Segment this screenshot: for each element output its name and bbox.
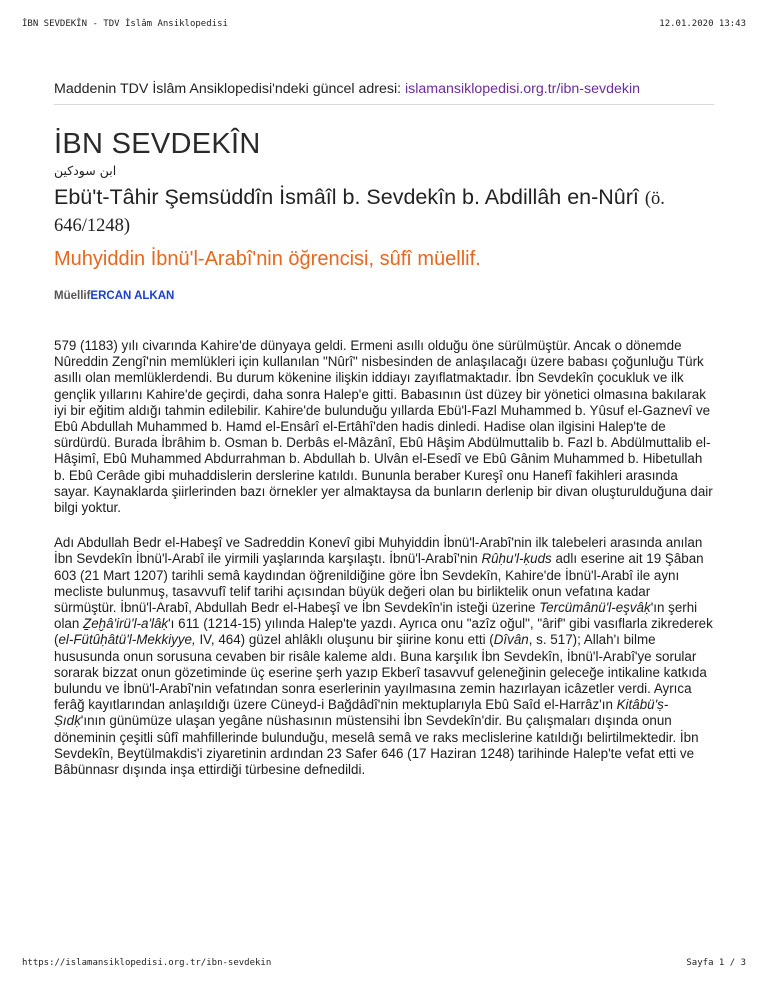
notice-text: Maddenin TDV İslâm Ansiklopedisi'ndeki güncel adresi: xyxy=(54,81,406,97)
work-title-futuhat: el-Fütûḥâtü'l-Mekkiyye, xyxy=(58,632,196,648)
p2-text-1: Adı Abdullah Bedr el-Habeşî ve Sadreddin Konevî gibi Muhyiddin İbnü'l-Arabî'nin ilk talebeleri arasında anılan İbn Sevdekîn İbnü'l-Arabî ile yirmili yaşlarında karşılaştı. İbnü'l-Arabî'nin xyxy=(54,535,703,567)
p2-text-3: 'ın şerhi olan xyxy=(54,600,698,632)
print-header-title: İBN SEVDEKÎN - TDV İslâm Ansiklopedisi xyxy=(22,19,228,29)
full-name xyxy=(54,185,714,239)
p2-text-7: 'ının günümüze ulaşan yegâne nüshasının müstensihi İbn Sevdekîn'dir. Bu çalışmaları dışında onun döneminin çeşitli sûfî mahfillerinde bulunduğu, meselâ semâ ve raks meclislerine katıldığı belirtilmektedir. İbn Sevdekîn, Beytülmakdis'i ziyaretinin ardından 23 Safer 646 (17 Haziran 1248) tarihinde Halep'te vefat etti ve Bâbünnasr dışında inşa ettirdiği türbesine defnedildi. xyxy=(54,713,699,778)
article-subtitle: Muhyiddin İbnü'l-Arabî'nin öğrencisi, sûfî müellif. xyxy=(54,248,481,270)
author-label: Müellif xyxy=(54,290,91,302)
p2-text-4: 'ı 611 (1214-15) yılında Halep'te yazdı. Ayrıca onu "azîz oğul", "ârif" gibi vasıflarla zikrederek ( xyxy=(54,616,713,648)
address-notice xyxy=(54,80,714,105)
arabic-title: ابن سودكين xyxy=(54,163,117,178)
print-header-datetime: 12.01.2020 13:43 xyxy=(659,19,746,29)
article-title: İBN SEVDEKÎN xyxy=(54,128,261,160)
p2-text-5: IV, 464) güzel ahlâklı oluşunu bir şiirine konu etti ( xyxy=(195,632,494,648)
print-footer-url: https://islamansiklopedisi.org.tr/ibn-sevdekin xyxy=(22,958,272,968)
print-header xyxy=(22,19,746,29)
full-name-text: Ebü't-Tâhir Şemsüddîn İsmâîl b. Sevdekîn b. Abdillâh en-Nûrî xyxy=(54,185,639,209)
work-title-kitabus-sidk: Kitâbü'ṣ-Ṣıdḳ xyxy=(54,697,669,729)
death-date: (ö. 646/1248) xyxy=(54,189,665,236)
article-address-link[interactable]: islamansiklopedisi.org.tr/ibn-sevdekin xyxy=(405,81,641,97)
work-title-ruhul-kuds: Rûḥu'l-ḳuds xyxy=(481,551,552,567)
author-name-link[interactable]: ERCAN ALKAN xyxy=(90,290,175,302)
work-title-divan: Dîvân xyxy=(493,632,529,648)
article-content xyxy=(54,80,714,778)
p2-text-2: adlı eserine ait 19 Şâban 603 (21 Mart 1207) tarihli semâ kaydından öğrenildiğine göre İbn Sevdekîn, Kahire'de İbnü'l-Arabî ile aynı mecliste bulunmuş, tasavvufî telif tarihi açısından büyük değeri olan bu birliktelik onun vefatına kadar sürmüştür. İbnü'l-Arabî, Abdullah Bedr el-Habeşî ve İbn Sevdekîn'in isteği üzerine xyxy=(54,551,704,616)
print-footer xyxy=(22,958,746,968)
paragraph-1: 579 (1183) yılı civarında Kahire'de dünyaya geldi. Ermeni asıllı olduğu öne sürülmüştür. Ancak o dönemde Nûreddin Zengî'nin memlükleri için kullanılan "Nûrî" nisbesinden de anlaşılacağı üzere babası çoğunluğu Türk asıllı olan memlüklerdendi. Bu durum kökenine ilişkin iddiayı zayıflatmaktadır. İbn Sevdekîn çocukluk ve ilk gençlik yıllarını Kahire'de geçirdi, daha sonra Halep'e gitti. Babasının üst düzey bir yönetici olmasına bakılarak iyi bir eğitim aldığı tahmin edilebilir. Kahire'de bulunduğu yıllarda Ebü'l-Fazl Muhammed b. Yûsuf el-Gaznevî ve Ebû Abdullah Muhammed b. Hamd el-Ensârî el-Ertâhî'den hadis dinledi. Hadise olan ilgisini Halep'te de sürdürdü. Burada İbrâhim b. Osman b. Derbâs el-Mâzânî, Ebû Hâşim Abdülmuttalib b. Fazl b. Abdülmuttalib el-Hâşimî, Ebû Muhammed Abdurrahman b. Abdullah b. Ulvân el-Esedî ve Ebû Gânim Muhammed b. Hibetullah b. Ebû Cerâde gibi muhaddislerin derslerine katıldı. Bununla beraber Kureşî onu Hanefî fakihleri arasında sayar. Kaynaklarda şiirlerinden bazı örnekler yer almaktaysa da bunların derlenip bir divan oluşturulduğuna dair bilgi yoktur. xyxy=(54,338,713,516)
author-line xyxy=(54,289,714,303)
paragraph-2 xyxy=(54,535,714,778)
work-title-zehairul-alak: Ẕeḫâ'irü'l-a'lâḳ xyxy=(83,616,169,632)
p2-text-6: , s. 517); Allah'ı bilme hususunda onun sorusuna cevaben bir risâle kaleme aldı. Buna karşılık İbn Sevdekîn, İbnü'l-Arabî'ye sorular sorarak bizzat onun gözetiminde üç eserine şerh yazıp Ekberî tasavvuf geleneğinin geleceğe intikaline katkıda bulundu ve İbnü'l-Arabî'nin vefatından sonra eserlerinin yayılmasına zemin hazırlayan icâzetler verdi. Ayrıca ferâğ kayıtlarından anlaşıldığı üzere Cüneyd-i Bağdâdî'nin mektuplarıyla Ebû Saîd el-Harrâz'ın xyxy=(54,632,707,713)
print-footer-page: Sayfa 1 / 3 xyxy=(686,958,746,968)
work-title-tercumanul-esvak: Tercümânü'l-eşvâḳ xyxy=(539,600,651,616)
